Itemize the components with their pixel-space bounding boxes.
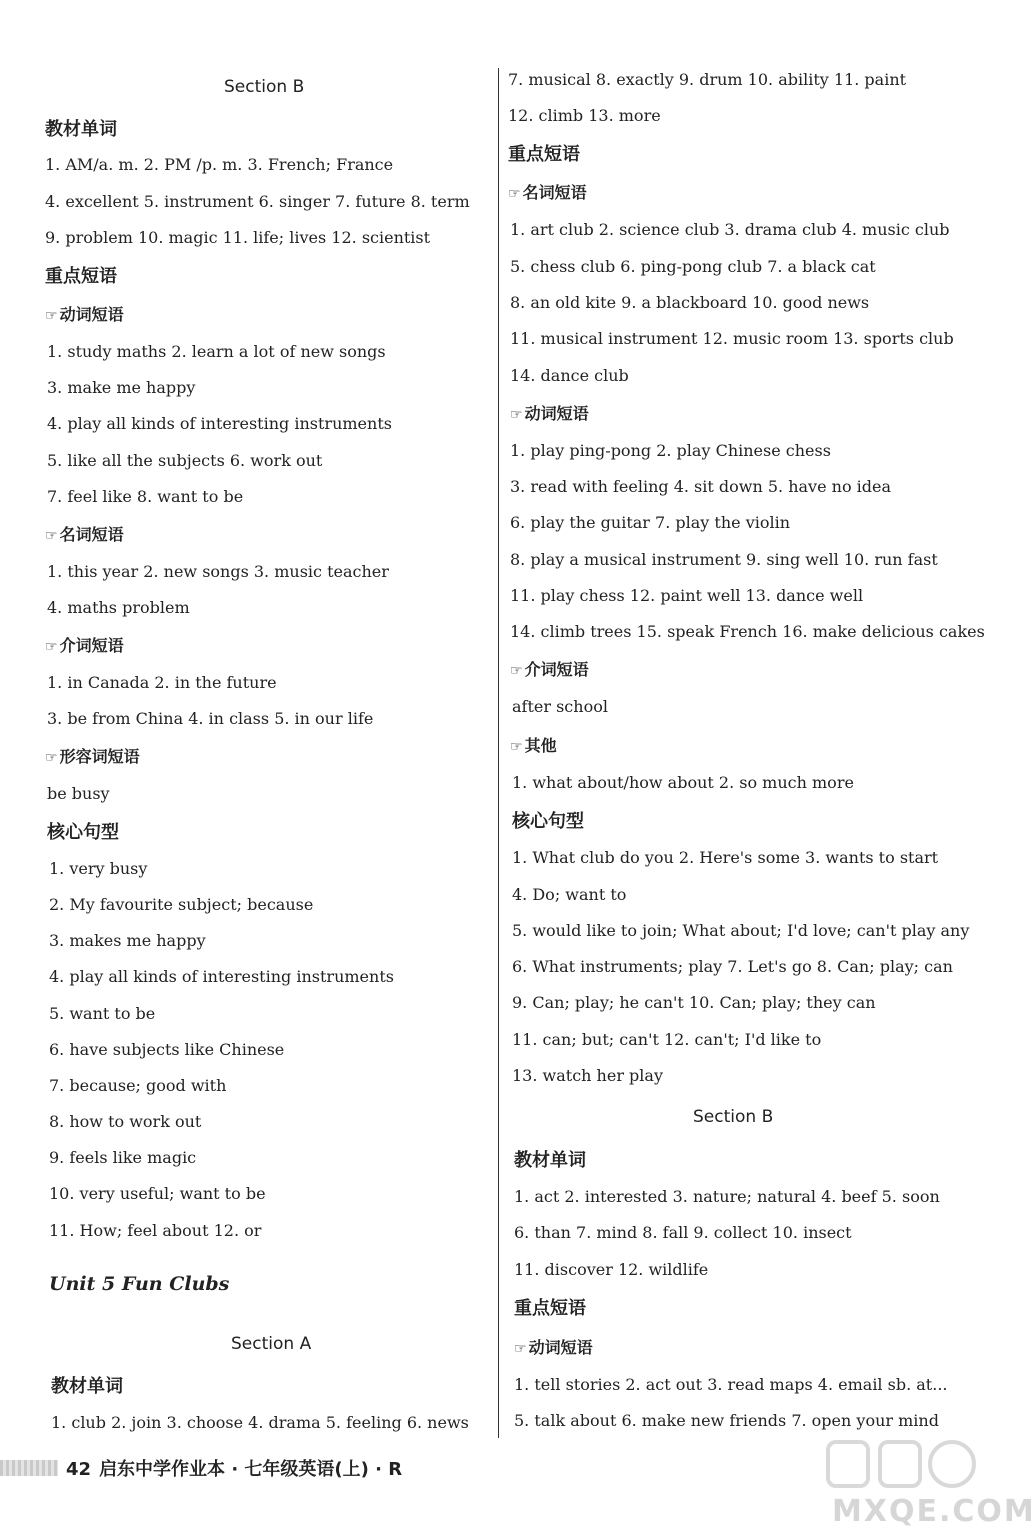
other-phrases-subheading: ☞ 其他	[510, 736, 557, 755]
phrase-line: 4. play all kinds of interesting instruments	[47, 414, 392, 433]
phrase-line: after school	[512, 697, 608, 716]
sentence-line: 13. watch her play	[512, 1066, 663, 1085]
pointing-hand-icon: ☞	[45, 528, 58, 544]
sentence-line: 5. want to be	[49, 1004, 156, 1023]
sentences-heading: 核心句型	[47, 822, 119, 843]
vocab-line: 1. act 2. interested 3. nature; natural 4. beef 5. soon	[514, 1187, 940, 1206]
page-footer	[66, 1458, 402, 1482]
verb-phrases-subheading: ☞ 动词短语	[45, 305, 124, 324]
sentence-line: 5. would like to join; What about; I'd love; can't play any	[512, 921, 970, 940]
section-a-heading: Section A	[231, 1334, 312, 1354]
noun-phrases-subheading: ☞ 名词短语	[45, 525, 124, 544]
pointing-hand-icon: ☞	[514, 1341, 527, 1357]
phrase-line: 7. feel like 8. want to be	[47, 487, 244, 506]
sentence-line: 9. feels like magic	[49, 1148, 197, 1167]
vocab-line: 4. excellent 5. instrument 6. singer 7. future 8. term	[45, 192, 470, 211]
pointing-hand-icon: ☞	[510, 739, 523, 755]
phrase-line: 5. talk about 6. make new friends 7. open your mind	[514, 1411, 939, 1430]
phrase-line: 1. what about/how about 2. so much more	[512, 773, 854, 792]
prep-phrases-subheading: ☞ 介词短语	[510, 660, 589, 679]
sentence-line: 6. What instruments; play 7. Let's go 8. Can; play; can	[512, 957, 953, 976]
sentence-line: 6. have subjects like Chinese	[49, 1040, 285, 1059]
watermark-text: MXQE.COM	[832, 1494, 1036, 1529]
phrase-line: 1. play ping-pong 2. play Chinese chess	[510, 441, 831, 460]
sentence-line: 11. How; feel about 12. or	[49, 1221, 262, 1240]
phrase-line: 5. like all the subjects 6. work out	[47, 451, 323, 470]
section-b-heading: Section B	[224, 77, 305, 97]
phrase-line: 8. play a musical instrument 9. sing well 10. run fast	[510, 550, 938, 569]
phrase-line: 1. this year 2. new songs 3. music teacher	[47, 562, 389, 581]
phrase-line: 3. read with feeling 4. sit down 5. have no idea	[510, 477, 892, 496]
phrase-line: 14. dance club	[510, 366, 629, 385]
pointing-hand-icon: ☞	[510, 407, 523, 423]
phrase-line: 8. an old kite 9. a blackboard 10. good news	[510, 293, 870, 312]
phrase-line: 4. maths problem	[47, 598, 190, 617]
vocab-line: 9. problem 10. magic 11. life; lives 12. scientist	[45, 228, 431, 247]
phrase-line: 3. make me happy	[47, 378, 196, 397]
phrase-line: 6. play the guitar 7. play the violin	[510, 513, 791, 532]
sentence-line: 11. can; but; can't 12. can't; I'd like to	[512, 1030, 822, 1049]
vocab-line: 7. musical 8. exactly 9. drum 10. ability 11. paint	[508, 70, 907, 89]
sentence-line: 1. very busy	[49, 859, 148, 878]
unit-title: Unit 5 Fun Clubs	[49, 1273, 230, 1295]
pointing-hand-icon: ☞	[45, 639, 58, 655]
phrase-line: 1. study maths 2. learn a lot of new songs	[47, 342, 386, 361]
vocab-line: 1. AM/a. m. 2. PM /p. m. 3. French; France	[45, 155, 394, 174]
sentence-line: 2. My favourite subject; because	[49, 895, 314, 914]
footer-decoration-bar	[0, 1460, 58, 1476]
phrase-line: 11. play chess 12. paint well 13. dance well	[510, 586, 864, 605]
sentence-line: 9. Can; play; he can't 10. Can; play; they can	[512, 993, 876, 1012]
phrase-line: 11. musical instrument 12. music room 13. sports club	[510, 329, 954, 348]
column-divider	[498, 68, 499, 1438]
page-number: 42	[66, 1459, 92, 1480]
phrase-line: 14. climb trees 15. speak French 16. make delicious cakes	[510, 622, 985, 641]
sentences-heading: 核心句型	[512, 811, 584, 832]
book-title: 启东中学作业本 · 七年级英语(上) · R	[99, 1459, 403, 1480]
phrase-line: 1. tell stories 2. act out 3. read maps 4. email sb. at...	[514, 1375, 948, 1394]
vocab-line: 1. club 2. join 3. choose 4. drama 5. feeling 6. news	[51, 1413, 469, 1432]
sentence-line: 8. how to work out	[49, 1112, 202, 1131]
phrases-heading: 重点短语	[45, 266, 117, 287]
verb-phrases-subheading: ☞ 动词短语	[510, 404, 589, 423]
vocab-line: 11. discover 12. wildlife	[514, 1260, 709, 1279]
sentence-line: 1. What club do you 2. Here's some 3. wants to start	[512, 848, 939, 867]
section-b-heading: Section B	[693, 1107, 774, 1127]
noun-phrases-subheading: ☞ 名词短语	[508, 183, 587, 202]
pointing-hand-icon: ☞	[510, 663, 523, 679]
vocab-heading: 教材单词	[51, 1376, 123, 1397]
pointing-hand-icon: ☞	[45, 750, 58, 766]
pointing-hand-icon: ☞	[508, 186, 521, 202]
phrase-line: be busy	[47, 784, 110, 803]
vocab-line: 12. climb 13. more	[508, 106, 661, 125]
vocab-heading: 教材单词	[514, 1150, 586, 1171]
adj-phrases-subheading: ☞ 形容词短语	[45, 747, 140, 766]
sentence-line: 4. Do; want to	[512, 885, 627, 904]
verb-phrases-subheading: ☞ 动词短语	[514, 1338, 593, 1357]
pointing-hand-icon: ☞	[45, 308, 58, 324]
phrases-heading: 重点短语	[508, 144, 580, 165]
phrase-line: 1. in Canada 2. in the future	[47, 673, 277, 692]
phrase-line: 1. art club 2. science club 3. drama club 4. music club	[510, 220, 950, 239]
sentence-line: 10. very useful; want to be	[49, 1184, 266, 1203]
phrase-line: 5. chess club 6. ping-pong club 7. a black cat	[510, 257, 876, 276]
vocab-heading: 教材单词	[45, 119, 117, 140]
sentence-line: 3. makes me happy	[49, 931, 206, 950]
sentence-line: 4. play all kinds of interesting instruments	[49, 967, 394, 986]
phrases-heading: 重点短语	[514, 1298, 586, 1319]
phrase-line: 3. be from China 4. in class 5. in our life	[47, 709, 374, 728]
vocab-line: 6. than 7. mind 8. fall 9. collect 10. insect	[514, 1223, 852, 1242]
sentence-line: 7. because; good with	[49, 1076, 227, 1095]
prep-phrases-subheading: ☞ 介词短语	[45, 636, 124, 655]
